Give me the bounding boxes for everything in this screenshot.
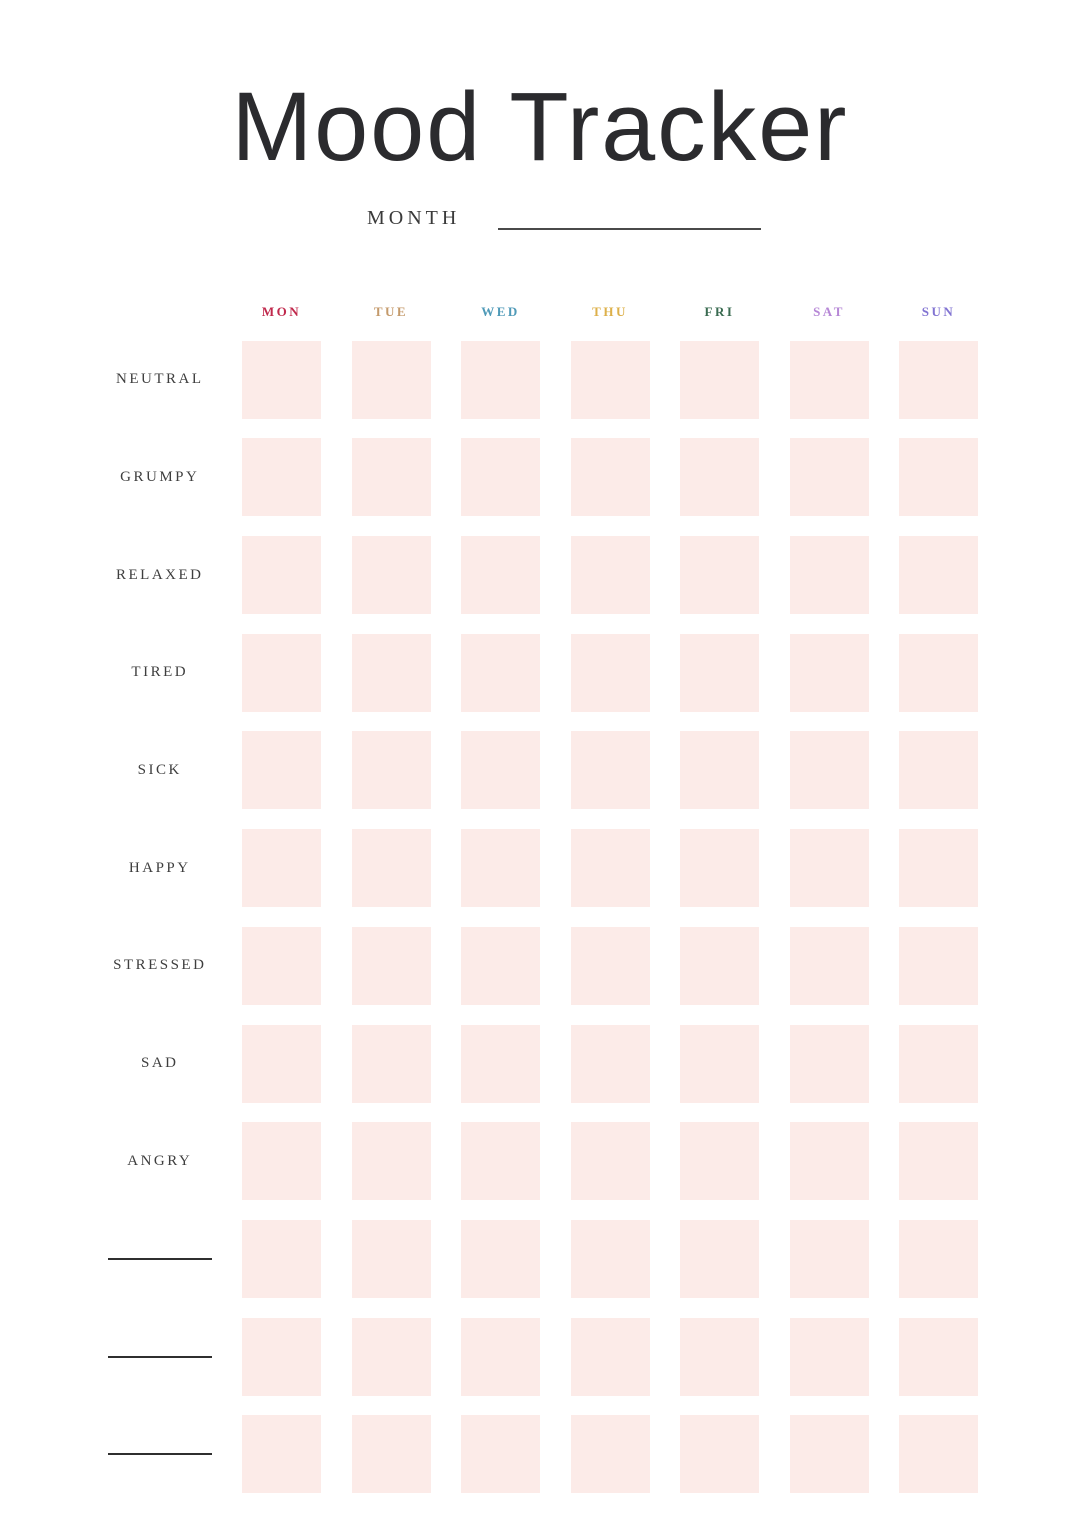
day-header-fri: FRI bbox=[704, 304, 735, 319]
mood-cell-custom2-sun[interactable] bbox=[899, 1318, 978, 1396]
month-row bbox=[367, 206, 761, 230]
mood-cell-custom2-tue[interactable] bbox=[352, 1318, 431, 1396]
mood-cell-neutral-wed[interactable] bbox=[461, 341, 540, 419]
mood-cell-sick-wed[interactable] bbox=[461, 731, 540, 809]
mood-cell-stressed-thu[interactable] bbox=[571, 927, 650, 1005]
mood-cell-grumpy-fri[interactable] bbox=[680, 438, 759, 516]
mood-cell-happy-tue[interactable] bbox=[352, 829, 431, 907]
custom-mood-fill-in-line[interactable] bbox=[108, 1258, 212, 1260]
mood-cell-sick-thu[interactable] bbox=[571, 731, 650, 809]
mood-cell-angry-fri[interactable] bbox=[680, 1122, 759, 1200]
page-title: Mood Tracker bbox=[231, 72, 849, 181]
mood-cell-relaxed-thu[interactable] bbox=[571, 536, 650, 614]
mood-cell-custom3-tue[interactable] bbox=[352, 1415, 431, 1493]
mood-cell-stressed-sun[interactable] bbox=[899, 927, 978, 1005]
mood-cell-sick-mon[interactable] bbox=[242, 731, 321, 809]
mood-cell-neutral-mon[interactable] bbox=[242, 341, 321, 419]
mood-label-relaxed: RELAXED bbox=[116, 566, 204, 583]
custom-mood-fill-in-line[interactable] bbox=[108, 1453, 212, 1455]
mood-cell-relaxed-sat[interactable] bbox=[790, 536, 869, 614]
mood-cell-angry-tue[interactable] bbox=[352, 1122, 431, 1200]
day-header-wed: WED bbox=[481, 304, 520, 319]
mood-cell-tired-wed[interactable] bbox=[461, 634, 540, 712]
mood-cell-angry-mon[interactable] bbox=[242, 1122, 321, 1200]
mood-cell-custom1-sat[interactable] bbox=[790, 1220, 869, 1298]
mood-label-angry: ANGRY bbox=[127, 1152, 193, 1169]
mood-cell-stressed-mon[interactable] bbox=[242, 927, 321, 1005]
mood-cell-relaxed-sun[interactable] bbox=[899, 536, 978, 614]
mood-cell-sad-sat[interactable] bbox=[790, 1025, 869, 1103]
mood-cell-grumpy-wed[interactable] bbox=[461, 438, 540, 516]
mood-cell-angry-thu[interactable] bbox=[571, 1122, 650, 1200]
mood-cell-custom2-fri[interactable] bbox=[680, 1318, 759, 1396]
mood-cell-grumpy-sun[interactable] bbox=[899, 438, 978, 516]
mood-cell-sad-thu[interactable] bbox=[571, 1025, 650, 1103]
mood-cell-relaxed-fri[interactable] bbox=[680, 536, 759, 614]
mood-cell-sad-sun[interactable] bbox=[899, 1025, 978, 1103]
mood-cell-custom1-tue[interactable] bbox=[352, 1220, 431, 1298]
mood-cell-stressed-fri[interactable] bbox=[680, 927, 759, 1005]
mood-cell-custom2-thu[interactable] bbox=[571, 1318, 650, 1396]
month-fill-in-line[interactable] bbox=[498, 206, 761, 230]
mood-label-stressed: STRESSED bbox=[113, 957, 207, 974]
mood-cell-angry-sat[interactable] bbox=[790, 1122, 869, 1200]
custom-mood-row-label bbox=[0, 1318, 212, 1396]
mood-cell-sad-mon[interactable] bbox=[242, 1025, 321, 1103]
mood-cell-happy-sun[interactable] bbox=[899, 829, 978, 907]
mood-cell-neutral-sun[interactable] bbox=[899, 341, 978, 419]
day-header-sun: SUN bbox=[921, 304, 956, 319]
mood-cell-stressed-wed[interactable] bbox=[461, 927, 540, 1005]
day-header-thu: THU bbox=[592, 304, 628, 319]
mood-cell-custom1-sun[interactable] bbox=[899, 1220, 978, 1298]
mood-cell-neutral-tue[interactable] bbox=[352, 341, 431, 419]
mood-cell-custom3-mon[interactable] bbox=[242, 1415, 321, 1493]
custom-mood-fill-in-line[interactable] bbox=[108, 1356, 212, 1358]
mood-cell-custom2-sat[interactable] bbox=[790, 1318, 869, 1396]
mood-cell-tired-thu[interactable] bbox=[571, 634, 650, 712]
mood-cell-tired-mon[interactable] bbox=[242, 634, 321, 712]
mood-label-happy: HAPPY bbox=[128, 859, 191, 876]
mood-cell-custom2-wed[interactable] bbox=[461, 1318, 540, 1396]
mood-cell-happy-thu[interactable] bbox=[571, 829, 650, 907]
mood-cell-custom3-sat[interactable] bbox=[790, 1415, 869, 1493]
mood-cell-angry-sun[interactable] bbox=[899, 1122, 978, 1200]
mood-label-sick: SICK bbox=[137, 761, 182, 778]
mood-cell-neutral-sat[interactable] bbox=[790, 341, 869, 419]
mood-cell-tired-sun[interactable] bbox=[899, 634, 978, 712]
mood-cell-sad-tue[interactable] bbox=[352, 1025, 431, 1103]
mood-grid bbox=[0, 302, 978, 1493]
day-header-sat: SAT bbox=[813, 304, 845, 319]
month-label: MONTH bbox=[367, 207, 461, 229]
mood-cell-custom1-wed[interactable] bbox=[461, 1220, 540, 1298]
mood-cell-angry-wed[interactable] bbox=[461, 1122, 540, 1200]
mood-cell-tired-tue[interactable] bbox=[352, 634, 431, 712]
mood-cell-sick-tue[interactable] bbox=[352, 731, 431, 809]
mood-label-neutral: NEUTRAL bbox=[116, 371, 204, 388]
mood-cell-custom3-sun[interactable] bbox=[899, 1415, 978, 1493]
mood-cell-tired-fri[interactable] bbox=[680, 634, 759, 712]
mood-cell-sick-sun[interactable] bbox=[899, 731, 978, 809]
mood-cell-grumpy-sat[interactable] bbox=[790, 438, 869, 516]
mood-cell-stressed-tue[interactable] bbox=[352, 927, 431, 1005]
mood-cell-sad-wed[interactable] bbox=[461, 1025, 540, 1103]
day-header-tue: TUE bbox=[373, 304, 409, 319]
mood-label-grumpy: GRUMPY bbox=[120, 468, 200, 485]
mood-cell-neutral-fri[interactable] bbox=[680, 341, 759, 419]
mood-cell-custom3-thu[interactable] bbox=[571, 1415, 650, 1493]
mood-cell-grumpy-tue[interactable] bbox=[352, 438, 431, 516]
mood-label-tired: TIRED bbox=[131, 664, 189, 681]
mood-cell-happy-wed[interactable] bbox=[461, 829, 540, 907]
mood-label-sad: SAD bbox=[140, 1055, 179, 1071]
mood-cell-relaxed-tue[interactable] bbox=[352, 536, 431, 614]
mood-cell-custom3-wed[interactable] bbox=[461, 1415, 540, 1493]
mood-cell-neutral-thu[interactable] bbox=[571, 341, 650, 419]
custom-mood-row-label bbox=[0, 1415, 212, 1493]
day-header-mon: MON bbox=[261, 304, 302, 319]
mood-cell-relaxed-wed[interactable] bbox=[461, 536, 540, 614]
mood-cell-happy-mon[interactable] bbox=[242, 829, 321, 907]
mood-cell-relaxed-mon[interactable] bbox=[242, 536, 321, 614]
grid-corner-spacer bbox=[0, 302, 212, 321]
mood-cell-grumpy-mon[interactable] bbox=[242, 438, 321, 516]
mood-cell-tired-sat[interactable] bbox=[790, 634, 869, 712]
mood-cell-happy-sat[interactable] bbox=[790, 829, 869, 907]
mood-cell-sick-fri[interactable] bbox=[680, 731, 759, 809]
mood-cell-custom1-thu[interactable] bbox=[571, 1220, 650, 1298]
mood-cell-custom1-fri[interactable] bbox=[680, 1220, 759, 1298]
mood-cell-custom2-mon[interactable] bbox=[242, 1318, 321, 1396]
mood-cell-sick-sat[interactable] bbox=[790, 731, 869, 809]
mood-cell-custom3-fri[interactable] bbox=[680, 1415, 759, 1493]
mood-cell-stressed-sat[interactable] bbox=[790, 927, 869, 1005]
custom-mood-row-label bbox=[0, 1220, 212, 1298]
mood-cell-happy-fri[interactable] bbox=[680, 829, 759, 907]
mood-cell-sad-fri[interactable] bbox=[680, 1025, 759, 1103]
mood-cell-custom1-mon[interactable] bbox=[242, 1220, 321, 1298]
mood-cell-grumpy-thu[interactable] bbox=[571, 438, 650, 516]
